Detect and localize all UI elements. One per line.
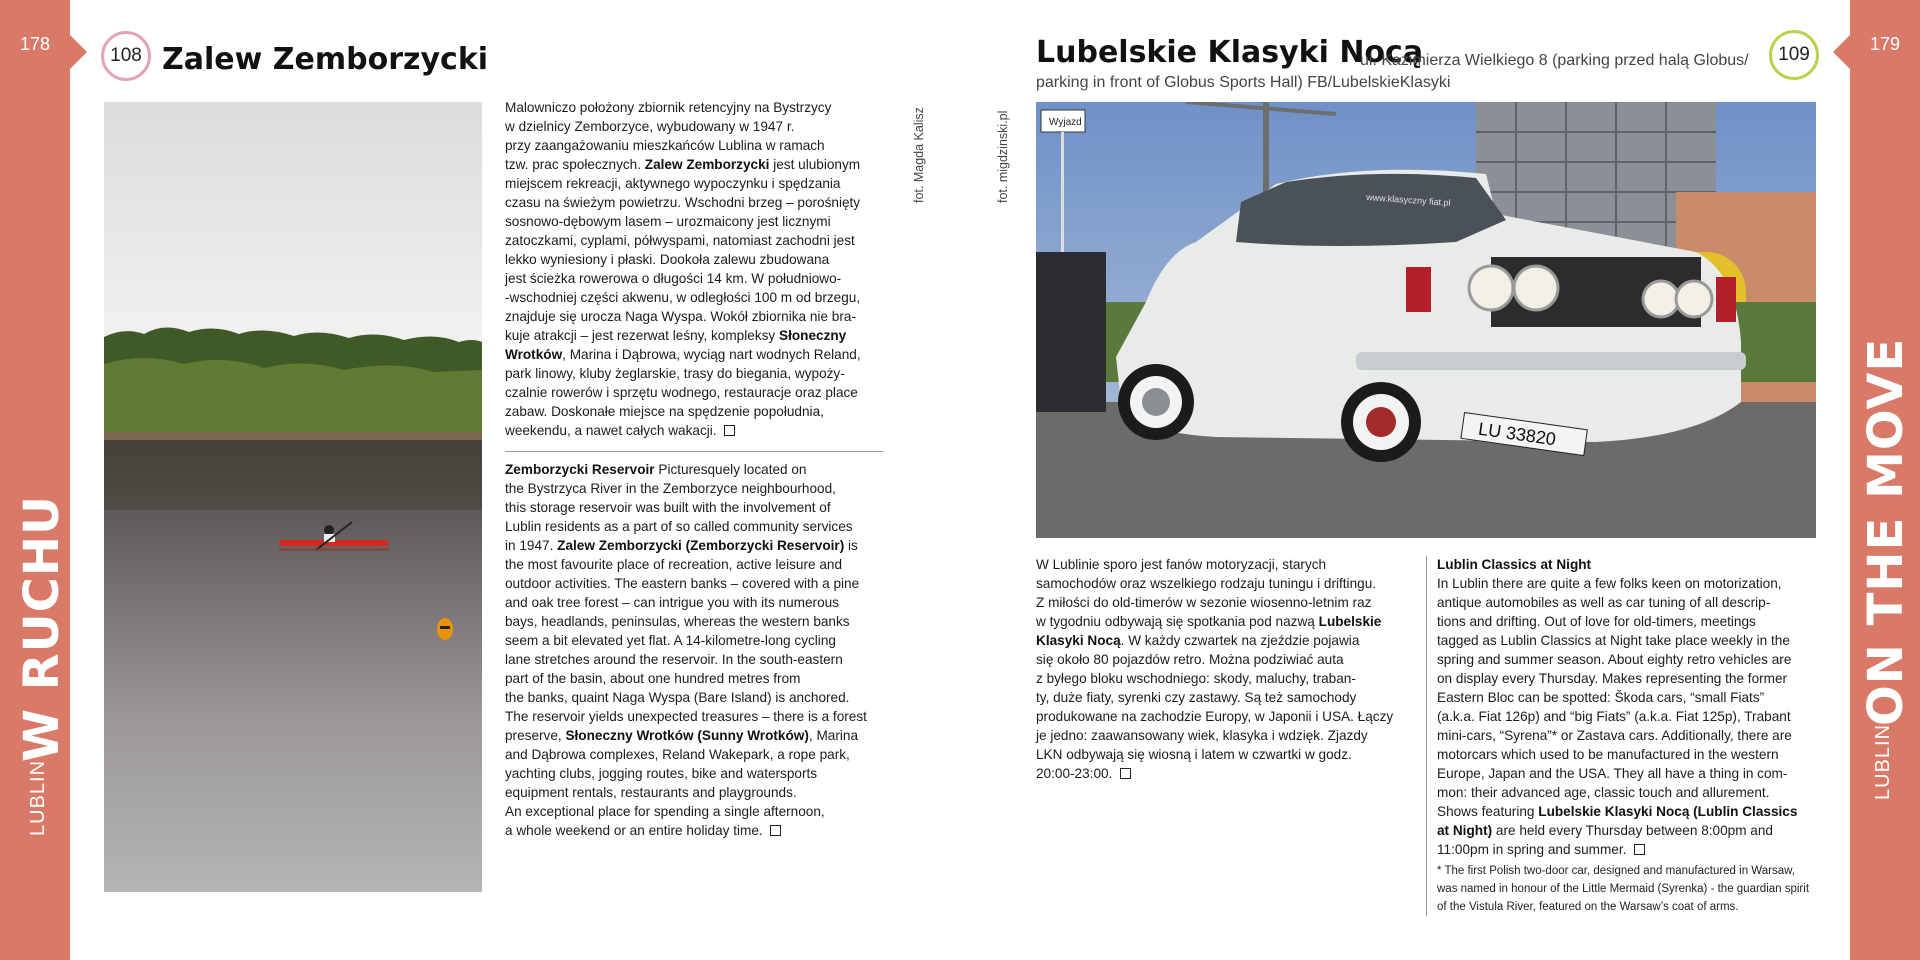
left-side-band bbox=[0, 0, 70, 960]
right-side-city: LUBLIN bbox=[1872, 723, 1894, 800]
entry-address-cont: parking in front of Globus Sports Hall) FB/LubelskieKlasyki bbox=[1036, 74, 1451, 91]
entry-title-right: Lubelskie Klasyki Nocą bbox=[1036, 35, 1424, 70]
car-windscreen-banner-text: www.klasyczny fiat.pl bbox=[1365, 192, 1451, 208]
footnote: * The first Polish two-door car, designed and manufactured in Warsaw, was named in honour of the Little Mermaid (Syrenka) - the guardian spirit of the Vistula River, featured on the Warsaw’s coat of arms. bbox=[1437, 865, 1810, 913]
end-mark-icon bbox=[724, 425, 735, 436]
photo-credit-right: fot. migdzinski.pl bbox=[996, 110, 1010, 203]
end-mark-icon bbox=[770, 825, 781, 836]
right-side-band bbox=[1850, 0, 1920, 960]
right-page-tab-notch bbox=[1833, 35, 1850, 69]
left-side-title: W RUCHU bbox=[14, 495, 70, 762]
reservoir-photo bbox=[104, 102, 482, 892]
classic-car-photo bbox=[1036, 102, 1816, 538]
entry-description-en: Zemborzycki Reservoir Picturesquely located on the Bystrzyca River in the Zemborzyce neighbourhood, this storage reservoir was built with the involvement of Lublin residents as a part of so called community services in 1947. Zalew Zemborzycki (Zemborzycki Reservoir) is the most favourite place of recreation, active leisure and outdoor activities. The eastern banks – covered with a pine and oak tree forest – can intrigue you with its numerous bays, headlands, peninsulas, whereas the western banks seem a bit elevated yet flat. A 14-kilometre-long cycling lane stretches around the reservoir. In the south-eastern part of the basin, about one hundred metres from the banks, quaint Naga Wyspa (Bare Island) is anchored. The reservoir yields unexpected treasures – there is a forest preserve, Słoneczny Wrotków (Sunny Wrotków), Marina and Dąbrowa complexes, Reland Wakepark, a rope park, yachting clubs, jogging routes, bike and watersports equipment rentals, restaurants and playgrounds. An exceptional place for spending a single afternoon, a whole weekend or an entire holiday time. bbox=[505, 462, 867, 838]
entry-number-badge: 108 bbox=[101, 31, 151, 81]
exit-sign-text: Wyjazd bbox=[1049, 117, 1082, 128]
entry-description-pl: Malowniczo położony zbiornik retencyjny na Bystrzycy w dzielnicy Zemborzyce, wybudowany w 1947 r. przy zaangażowaniu mieszkańców Lublina w ramach tzw. prac społecznych. Zalew Zemborzycki jest ulubionym miejscem rekreacji, aktywnego wypoczynku i spędzania czasu na świeżym powietrzu. Wschodni brzeg – porośnięty sosnowo-dębowym lasem – urozmaicony jest licznymi zatoczkami, cyplami, półwyspami, natomiast zachodni jest lekko wyniesiony i płaski. Dookoła zalewu zbudowana jest ścieżka rowerowa o długości 14 km. W południowo- -wschodniej części akwenu, w odległości 100 m od brzegu, znajduje się urocza Naga Wyspa. Wokół zbiornika nie bra- kuje atrakcji – jest rezerwat leśny, kompleksy Słoneczny Wrotków, Marina i Dąbrowa, wyciąg nart wodnych Reland, park linowy, kluby żeglarskie, trasy do biegania, wypoży- czalnie rowerów i sprzętu wodnego, restauracje oraz place zabaw. Doskonałe miejsce na spędzenie popołudnia, weekendu, a nawet całych wakacji. bbox=[505, 100, 861, 438]
right-side-title: ON THE MOVE bbox=[1858, 337, 1914, 726]
column-divider bbox=[1426, 556, 1427, 916]
entry-title: Zalew Zemborzycki bbox=[162, 42, 489, 77]
left-page-number: 178 bbox=[19, 34, 51, 54]
language-divider bbox=[505, 451, 883, 452]
left-page-tab-notch bbox=[70, 35, 87, 69]
end-mark-icon bbox=[1634, 844, 1645, 855]
entry-description-pl-right: W Lublinie sporo jest fanów motoryzacji, starych samochodów oraz wszelkiego rodzaju tuningu i driftingu. Z miłości do old-timerów w sezonie wiosenno-letnim raz w tygodniu odbywają się spotkania pod nazwą Lubelskie Klasyki Nocą. W każdy czwartek na zjeździe pojawia się około 80 pojazdów retro. Można podziwiać auta z byłego bloku wschodniego: skody, maluchy, traban- ty, duże fiaty, syrenki czy zastawy. Są też samochody produkowane na zachodzie Europy, w Japonii i USA. Łączy je jedno: zaawansowany wiek, klasyka i wdzięk. Zjazdy LKN odbywają się wiosną i latem w czwartki w godz. 20:00-23:00. bbox=[1036, 557, 1394, 781]
end-mark-icon bbox=[1120, 768, 1131, 779]
entry-number-badge-right: 109 bbox=[1769, 30, 1819, 80]
right-page-number: 179 bbox=[1869, 34, 1901, 54]
entry-address: ul. Kazimierza Wielkiego 8 (parking przed halą Globus/ bbox=[1360, 52, 1749, 69]
photo-credit-left: fot. Magda Kalisz bbox=[912, 107, 926, 203]
entry-description-en-right: Lublin Classics at Night In Lublin there are quite a few folks keen on motorization, antique automobiles as well as car tuning of all descrip- tions and drifting. Out of love for old-timers, meetings tagged as Lublin Classics at Night take place weekly in the spring and summer season. About eighty retro vehicles are on display every Thursday. Makes representing the former Eastern Bloc can be spotted: Škoda cars, “small Fiats” (a.k.a. Fiat 126p) and “big Fiats” (a.k.a. Fiat 125p), Trabant mini-cars, “Syrena”* or Zastava cars. Additionally, there are motorcars which used to be manufactured in the western Europe, Japan and the USA. They all have a thing in com- mon: their advanced age, classic touch and allurement. Shows featuring Lubelskie Klasyki Nocą (Lublin Classics at Night) are held every Thursday between 8:00pm and 11:00pm in spring and summer. bbox=[1437, 557, 1798, 857]
license-plate-text: LU 33820 bbox=[1477, 418, 1558, 450]
left-side-city: LUBLIN bbox=[27, 759, 49, 836]
